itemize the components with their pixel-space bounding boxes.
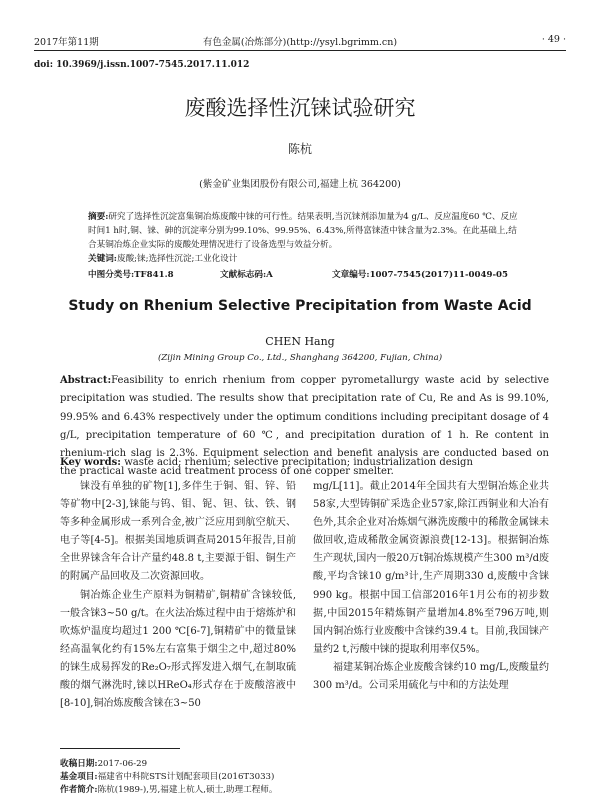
abstract-english-label: Abstract:: [60, 375, 112, 386]
header-rule: [34, 50, 566, 51]
abstract-chinese-label: 摘要:: [88, 212, 109, 222]
body-left-column: [60, 478, 296, 713]
doi: doi: 10.3969/j.issn.1007-7545.2017.11.012: [34, 60, 250, 70]
author-english: CHEN Hang: [265, 335, 335, 348]
footnote-rule: [60, 748, 180, 749]
keywords-chinese-label: 关键词:: [88, 254, 117, 264]
footnote-funding: 基金项目:福建省中科院STS计划配套项目(2016T3033): [60, 772, 275, 782]
abstract-chinese-text: 研究了选择性沉淀富集铜冶炼废酸中铼的可行性。结果表明,当沉铼剂添加量为4 g/L、反应温度60 ℃、反应时间1 h时,铜、铼、砷的沉淀率分别为99.10%、99.95%、6.43%,所得富铼渣中铼含量为2.3%。在此基础上,结合某铜冶炼企业实际的废酸处理情况进行了设备选型与效益分析。: [88, 212, 518, 250]
document-code: 文献标志码:A: [220, 270, 273, 280]
issue-label: 2017年第11期: [34, 37, 99, 48]
journal-name: 有色金属(冶炼部分)(http://ysyl.bgrimm.cn): [202, 37, 398, 48]
title-english: Study on Rhenium Selective Precipitation from Waste Acid: [68, 298, 532, 314]
author-chinese: 陈杭: [287, 142, 312, 156]
affiliation-chinese: (紫金矿业集团股份有限公司,福建上杭 364200): [199, 179, 401, 190]
footnote-author: 作者简介:陈杭(1989-),男,福建上杭人,硕士,助理工程师。: [60, 785, 278, 795]
keywords-english-text: waste acid; rhenium; selective precipitation; industrialization design: [124, 457, 473, 468]
abstract-chinese: [88, 210, 524, 266]
body-paragraph: 铜冶炼企业生产原料为铜精矿,铜精矿含铼较低,一般含铼3~50 g/t。在火法冶炼过程中由于熔炼炉和吹炼炉温度均超过1 200 ℃[6-7],铜精矿中的微量铼经高温氧化约有15%左右富集于烟尘之中,超过80%的铼生成易挥发的Re₂O₇形式挥发进入烟气,在制取硫酸的烟气淋洗时,铼以HReO₄形式存在于废酸溶液中[8-10],铜冶炼废酸含铼在3~50: [60, 589, 296, 710]
page-number: · 49 ·: [541, 34, 566, 45]
title-chinese: 废酸选择性沉铼试验研究: [184, 96, 416, 120]
affiliation-english: (Zijin Mining Group Co., Ltd., Shanghang 364200, Fujian, China): [157, 353, 443, 363]
body-paragraph: 铼没有单独的矿物[1],多伴生于铜、钼、锌、铅等矿物中[2-3],铼能与钨、钼、铌、钽、钛、铁、钢等多种金属形成一系列合金,被广泛应用到航空航天、电子等[4-5]。根据美国地质调查局2015年报告,目前全世界铼含年合计产量约48.8 t,主要源于钼、铜生产的附属产品回收及二次资源回收。: [60, 481, 296, 583]
body-paragraph: 福建某铜冶炼企业废酸含铼约10 mg/L,废酸量约300 m³/d。公司采用硫化与中和的方法处理: [313, 661, 549, 692]
keywords-english: [60, 457, 549, 468]
clc-code: 中图分类号:TF841.8: [88, 270, 174, 280]
keywords-english-label: Key words:: [60, 457, 121, 468]
article-number: 文章编号:1007-7545(2017)11-0049-05: [332, 270, 508, 280]
running-header: [34, 34, 566, 48]
body-right-column: [313, 478, 549, 695]
abstract-english-text: Feasibility to enrich rhenium from copper pyrometallurgy waste acid by selective precipitation was studied. The results show that precipitation rate of Cu, Re and As is 99.10%, 99.95% and 6.43% respectively under the optimum conditions including precipitant dosage of 4 g/L, precipitation temperature of 60 ℃, and precipitation duration of 1 h. Re content in rhenium-rich slag is 2.3%. Equipment selection and benefit analysis are conducted based on the practical waste acid treatment process of one copper smelter.: [60, 375, 549, 478]
footnotes: [60, 758, 320, 797]
body-paragraph: mg/L[11]。截止2014年全国共有大型铜冶炼企业共58家,大型铸铜矿采选企业57家,除江西铜业和大冶有色外,其余企业对冶炼烟气淋洗废酸中的稀散金属铼未做回收,造成稀散金属资源浪费[12-13]。根据铜冶炼生产现状,国内一般20万t铜冶炼规模产生300 m³/d废酸,平均含铼10 g/m³计,生产周期330 d,废酸中含铼990 kg。根据中国工信部2016年1月公布的初步数据,中国2015年精炼铜产量增加4.8%至796万吨,则国内铜冶炼行业废酸中含铼约39.4 t。目前,我国铼产量约2 t,污酸中铼的提取利用率仅5%。: [313, 481, 549, 655]
footnote-received: 收稿日期:2017-06-29: [60, 759, 148, 769]
keywords-chinese-text: 废酸;铼;选择性沉淀;工业化设计: [116, 254, 238, 264]
